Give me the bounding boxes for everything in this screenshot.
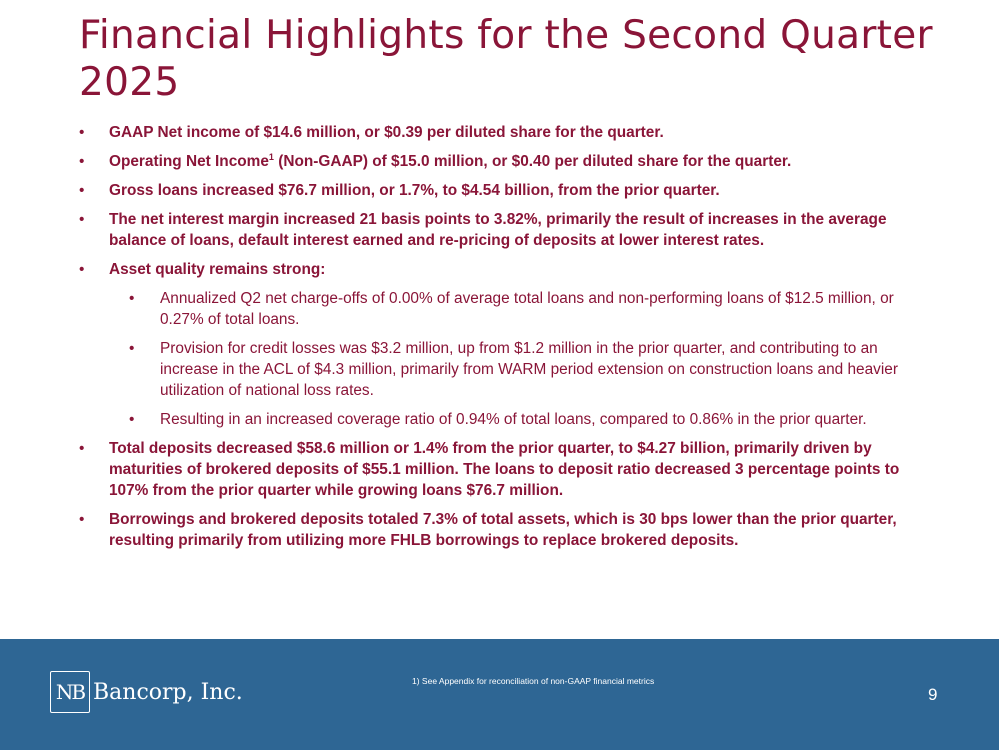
page-number: 9 <box>928 685 938 704</box>
list-item-text: Operating Net Income <box>109 153 269 170</box>
list-item: • Asset quality remains strong: <box>79 259 929 280</box>
logo-text: Bancorp, Inc. <box>93 679 243 705</box>
page-title: Financial Highlights for the Second Quarter 2025 <box>79 13 933 105</box>
list-item: • The net interest margin increased 21 basis points to 3.82%, primarily the result of increases in the average balance of loans, default interest earned and re-pricing of deposits at lower interest rates. <box>79 209 929 251</box>
logo-mark: NB <box>50 671 90 713</box>
list-item: • GAAP Net income of $14.6 million, or $0.39 per diluted share for the quarter. <box>79 122 929 143</box>
list-item: • Borrowings and brokered deposits totaled 7.3% of total assets, which is 30 bps lower than the prior quarter, resulting primarily from utilizing more FHLB borrowings to replace brokered deposits. <box>79 509 929 551</box>
company-logo <box>50 671 243 713</box>
list-item-text: (Non-GAAP) of $15.0 million, or $0.40 per diluted share for the quarter. <box>273 153 792 170</box>
sub-list-item: • Resulting in an increased coverage ratio of 0.94% of total loans, compared to 0.86% in the prior quarter. <box>79 409 929 430</box>
sub-list-item: • Annualized Q2 net charge-offs of 0.00% of average total loans and non-performing loans of $12.5 million, or 0.27% of total loans. <box>79 288 929 330</box>
highlights-list <box>79 122 929 559</box>
sub-list-item: • Provision for credit losses was $3.2 million, up from $1.2 million in the prior quarter, and contributing to an increase in the ACL of $4.3 million, primarily from WARM period extension on construction loans and heavier utilization of national loss rates. <box>79 338 929 401</box>
list-item <box>79 151 929 172</box>
list-item: • Total deposits decreased $58.6 million or 1.4% from the prior quarter, to $4.27 billion, primarily driven by maturities of brokered deposits of $55.1 million. The loans to deposit ratio decreased 3 percentage points to 107% from the prior quarter while growing loans $76.7 million. <box>79 438 929 501</box>
list-item: • Gross loans increased $76.7 million, or 1.7%, to $4.54 billion, from the prior quarter. <box>79 180 929 201</box>
footer-bar <box>0 639 999 750</box>
footnote-marker: 1 <box>268 152 274 162</box>
footnote: 1) See Appendix for reconciliation of non-GAAP financial metrics <box>412 676 655 686</box>
